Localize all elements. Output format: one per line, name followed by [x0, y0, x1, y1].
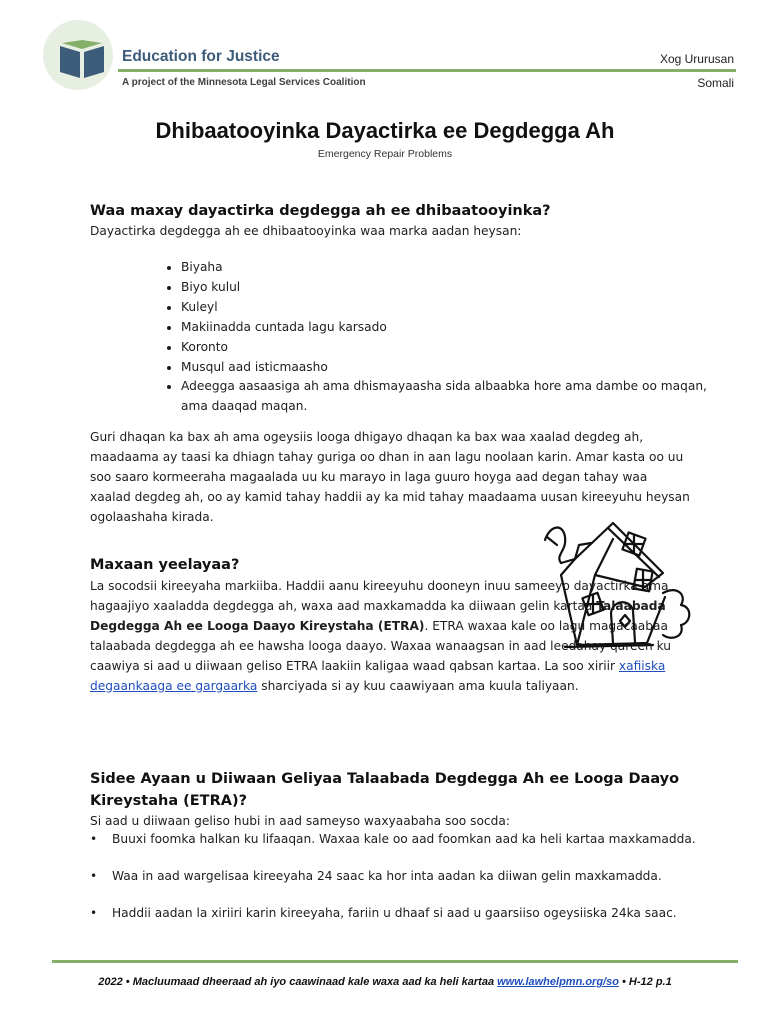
page-footer [0, 976, 770, 988]
section2-text-1: La socodsii kireeyaha markiiba. Haddii aanu kireeyuhu dooneyn inuu sameeyo dayactirka ama hagaajiyo xaaladda degdegga ah, waxa aad maxkamadda ka diiwaan gelin kartaa [90, 579, 669, 613]
list-item: • Makiinadda cuntada lagu karsado [181, 318, 716, 338]
section3-intro: Si aad u diiwaan geliso hubi in aad sameyso waxyaabaha soo socda: [90, 814, 510, 828]
etra-term: Talaabada Degdegga Ah ee Looga Daayo Kireystaha (ETRA) [90, 598, 666, 633]
org-tagline: A project of the Minnesota Legal Services Coalition [122, 77, 366, 88]
legal-aid-office-link[interactable]: xafiiska degaankaaga ee gargaarka [90, 658, 666, 693]
section2-text-3: sharciyada si ay kuu caawiyaan ama kuula taliyaan. [257, 678, 579, 693]
list-item: • Musqul aad isticmaasho [181, 358, 716, 378]
page-title: Dhibaatooyinka Dayactirka ee Degdegga Ah [155, 118, 615, 143]
list-item: • Adeegga aasaasiga ah ama dhismayaasha sida albaabka hore ama dambe oo maqan, ama daaqad maqan. [181, 377, 716, 417]
page-header [0, 0, 770, 100]
language-label: Somali [697, 76, 734, 90]
doc-type-label: Xog Ururusan [659, 52, 734, 66]
list-item: • Koronto [181, 338, 716, 358]
section1-heading: Waa maxay dayactirka degdegga ah ee dhibaatooyinka? [90, 203, 551, 219]
page-subtitle: Emergency Repair Problems [317, 148, 453, 160]
lawhelp-link[interactable]: www.lawhelpmn.org/so [497, 976, 619, 988]
list-item: • Biyaha [181, 258, 716, 278]
section3-heading: Sidee Ayaan u Diiwaan Geliyaa Talaabada Degdegga Ah ee Looga Daayo Kireystaha (ETRA)? [90, 771, 680, 809]
section1-paragraph: Guri dhaqan ka bax ah ama ogeysiis looga dhigayo dhaqan ka bax waa xaalad degdeg ah, maadaama ay taasi ka dhiagn tahay guriga oo dhan in aan lagu noolaan karin. Amar kasta oo uu soo saaro kormeeraha magaalada uu ku marayo in laga guuro hoyga aad degan tahay waa xaalad degdeg ah, oo ay kamid tahay haddii ay ka mid tahay maadaama uusan kireeyuhu heysan ogolaashaha kirada. [90, 430, 690, 524]
list-item: • Waa in aad wargelisaa kireeyaha 24 saac ka hor inta aadan ka diiwan gelin maxkamadda. [90, 869, 662, 883]
house-icon [535, 515, 695, 670]
list-item: • Biyo kulul [181, 278, 716, 298]
emergency-list [155, 258, 716, 417]
footer-text-after: • H-12 p.1 [618, 976, 672, 988]
list-item: • Kuleyl [181, 298, 716, 318]
header-divider [118, 69, 736, 72]
footer-text-before: 2022 • Macluumaad dheeraad ah iyo caawinaad kale waxa aad ka heli kartaa [98, 976, 498, 988]
section2-heading: Maxaan yeelayaa? [90, 557, 240, 573]
book-icon [58, 40, 106, 80]
footer-divider [52, 960, 738, 963]
section1-intro: Dayactirka degdegga ah ee dhibaatooyinka waa marka aadan heysan: [90, 224, 522, 238]
list-item: • Buuxi foomka halkan ku lifaaqan. Waxaa kale oo aad foomkan aad ka heli kartaa maxkamadda. [90, 832, 696, 846]
list-item: • Haddii aadan la xiriiri karin kireeyaha, fariin u dhaaf si aad u gaarsiiso ogeysiiska 24ka saac. [90, 906, 677, 920]
section2-text-2: . ETRA waxaa kale oo lagu magacaabaa talaabada degdegga ah ee hawsha looga daayo. Waxaa wanaagsan in aad leedahay qareen ku caawiya si aad u diiwaan geliso ETRA laakiin kaligaa waad qabsan kartaa. La soo xiriir [90, 618, 671, 673]
org-name: Education for Justice [122, 48, 280, 65]
